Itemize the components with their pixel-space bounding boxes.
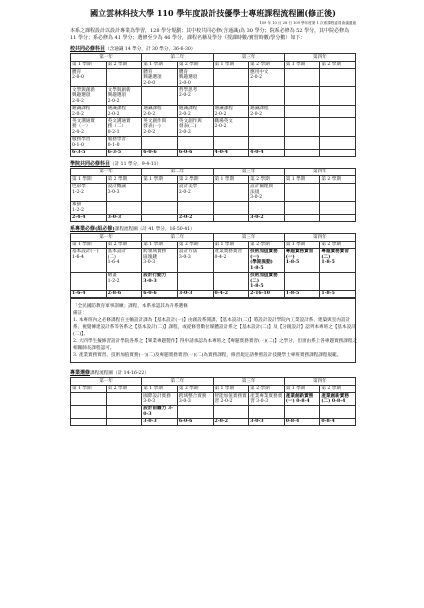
course-cell xyxy=(106,393,142,406)
semester-header: 第 1 學期 xyxy=(71,61,107,68)
course-cell: 服務學習 0-1-0 xyxy=(106,136,142,149)
course-cell xyxy=(142,136,178,149)
intro-paragraph: 本系之課程設計以設計專業為學習，128 學分規劃；其中校共同必修(含通識)為 30 學分；院系必修為 52 學分，其中院必修為 11 學分；系必修為 41 學分；選修至少為 46 學分，課程名稱及學分（授課時數/實習時數/學分數）如下： xyxy=(70,28,350,42)
semester-header: 第 1 學期 xyxy=(213,385,249,392)
table-row xyxy=(71,183,356,201)
credit-total-cell: 6-3-5 xyxy=(71,149,107,156)
course-cell xyxy=(284,405,320,418)
total-row xyxy=(71,290,356,297)
course-cell xyxy=(142,201,178,214)
course-cell xyxy=(249,118,285,136)
course-cell xyxy=(249,87,285,105)
year-header: 第四年 xyxy=(284,234,355,241)
approval-note: 109 年 10 月 28 日 109 學年度第 1 次系課程委員會議通過 xyxy=(259,21,356,25)
semester-header: 第 1 學期 xyxy=(284,176,320,183)
year-header: 第三年 xyxy=(213,54,284,61)
college-required-table xyxy=(70,168,356,222)
year-header: 第三年 xyxy=(213,234,284,241)
credit-total-cell: 0-8-4 xyxy=(320,418,356,425)
course-cell xyxy=(177,201,213,214)
table-row xyxy=(71,136,356,149)
table-row xyxy=(71,248,356,272)
course-cell: 設計行動力 3-0-3 xyxy=(142,272,178,290)
credit-total-cell: 4-0-4 xyxy=(249,149,285,156)
credit-total-cell xyxy=(320,149,356,156)
semester-header: 第 1 學期 xyxy=(142,241,178,248)
credit-total-cell xyxy=(71,418,107,425)
course-cell xyxy=(177,272,213,290)
course-cell xyxy=(320,272,356,290)
year-header: 第四年 xyxy=(284,378,355,385)
course-cell xyxy=(106,69,142,87)
table-row xyxy=(71,201,356,214)
course-cell: 通識課程 2-0-2 xyxy=(249,105,285,118)
semester-header: 第 2 學期 xyxy=(320,241,356,248)
semester-header: 第 1 學期 xyxy=(284,241,320,248)
semester-header: 第 2 學期 xyxy=(106,385,142,392)
semester-header: 第 2 學期 xyxy=(106,241,142,248)
year-header: 第四年 xyxy=(284,54,355,61)
course-cell xyxy=(284,183,320,201)
course-cell: 應用中文 2-0-2 xyxy=(249,69,285,87)
credit-total-cell: 2-0-2 xyxy=(213,418,249,425)
credit-total-cell: 6-3-5 xyxy=(106,149,142,156)
course-cell xyxy=(249,136,285,149)
table-row xyxy=(71,87,356,105)
course-cell xyxy=(320,87,356,105)
course-cell: 智能加值實務實習 2-0-2 xyxy=(214,393,247,404)
credit-total-cell xyxy=(106,418,142,425)
credit-total-cell: 1-8-5 xyxy=(320,290,356,297)
course-cell: 英文創作與 發表(一) 2-0-2 xyxy=(142,118,178,136)
table-row xyxy=(71,272,356,290)
course-cell xyxy=(320,118,356,136)
credit-total-cell xyxy=(213,214,249,221)
table-row xyxy=(71,105,356,118)
course-cell: 通識課程 2-0-2 xyxy=(106,105,142,118)
total-row xyxy=(71,214,356,221)
credit-total-cell: 0-4-2 xyxy=(213,290,249,297)
course-cell: 通識課程 2-0-2 xyxy=(142,105,178,118)
year-header: 第四年 xyxy=(284,168,355,175)
course-cell xyxy=(142,183,178,201)
semester-header: 第 2 學期 xyxy=(106,176,142,183)
semester-header: 第 1 學期 xyxy=(71,241,107,248)
course-cell: 色彩學 1-2-2 xyxy=(71,183,107,201)
notes-box xyxy=(70,298,356,363)
table-row xyxy=(71,69,356,87)
year-header: 第三年 xyxy=(213,378,284,385)
course-cell xyxy=(284,118,320,136)
course-cell: 技術加值實務(一) (學期異動) 1-8-5 xyxy=(249,248,285,272)
credit-total-cell: 1-6-4 xyxy=(71,290,107,297)
course-cell xyxy=(71,272,107,290)
course-cell xyxy=(284,69,320,87)
semester-header: 第 2 學期 xyxy=(177,176,213,183)
course-cell: 產業創新實務(二) 0-8-4 xyxy=(320,393,356,406)
course-cell: 英文創作與 發表(二) 2-0-2 xyxy=(177,118,213,136)
course-cell: 設計美學 2-0-2 xyxy=(177,183,213,201)
course-cell: 專題實務實習(二) 1-8-5 xyxy=(320,248,356,272)
year-header: 第二年 xyxy=(142,378,213,385)
section-title-electives: 專業選修課程流程圖（計 14-16-22） xyxy=(70,370,149,377)
semester-header: 第 2 學期 xyxy=(177,241,213,248)
section-title-dept-required: 系專業必修(組必修)課程流程圖（計 41 學分，16-50-41） xyxy=(70,226,195,233)
course-cell xyxy=(320,201,356,214)
electives-table xyxy=(70,377,356,426)
course-cell xyxy=(249,201,285,214)
total-row xyxy=(71,418,356,425)
credit-total-cell: 2-16-10 xyxy=(249,290,285,297)
course-cell xyxy=(213,69,249,87)
document-page xyxy=(0,8,424,608)
credit-total-cell: 3-0-3 xyxy=(142,418,178,425)
credit-total-cell: 2-0-2 xyxy=(177,214,213,221)
semester-header: 第 1 學期 xyxy=(71,176,107,183)
course-cell xyxy=(320,136,356,149)
course-cell xyxy=(320,69,356,87)
total-row xyxy=(71,149,356,156)
course-cell: 設計概論 3-0-3 xyxy=(106,183,142,201)
course-cell: 哲學思考 2-0-2 xyxy=(177,87,213,105)
course-cell: 設計前瞻力 3-0-3 xyxy=(142,405,178,418)
credit-total-cell xyxy=(284,214,320,221)
course-cell: 基本設計(一) 1-6-4 xyxy=(71,248,107,272)
course-cell: 設計方法 3-0-3 xyxy=(177,248,213,272)
course-cell: 基本設計 (二) 1-6-4 xyxy=(106,248,142,272)
semester-header: 第 1 學期 xyxy=(284,61,320,68)
course-cell xyxy=(249,405,285,418)
note-quote: 「全民國防教育軍事訓練」課程，本系承認其為升系選修 xyxy=(73,304,188,310)
course-cell: 英文溝通實 務（一） 2-0-2 xyxy=(71,118,107,136)
course-cell xyxy=(284,272,320,290)
semester-header: 第 1 學期 xyxy=(213,241,249,248)
year-header: 第一年 xyxy=(71,378,142,385)
semester-header: 第 2 學期 xyxy=(320,385,356,392)
credit-total-cell xyxy=(284,149,320,156)
course-cell: 國際設計實務 3-0-3 xyxy=(142,393,178,406)
section-title-college-required: 學院共同必修科目（計 11 學分，9-4-11） xyxy=(70,160,162,167)
semester-header: 第 1 學期 xyxy=(284,385,320,392)
note-item: 2. 大四學生擬修習設計學院各系之【畢業專題製作】得申請承認為本專班之【專題實務實習(一)(二)】之學分，但須由系上各專題實務課程之相關師長課程認可。 xyxy=(73,339,358,352)
semester-header: 第 1 學期 xyxy=(213,61,249,68)
note-item: 3. 產業實務實習、技術加值實務(一)(二)及專題實務實習(一)(二)為實務課程，修習規定請參照設計技優學士專班實務課程課程規範。 xyxy=(73,353,342,359)
note-label: 備註： xyxy=(73,311,87,317)
course-cell: 英文溝通實 務（二） 0-2-1 xyxy=(106,118,142,136)
course-cell: 服務學習 0-1-0 xyxy=(71,136,107,149)
semester-header: 第 2 學期 xyxy=(249,385,285,392)
semester-header: 第 2 學期 xyxy=(249,241,285,248)
year-header: 第一年 xyxy=(71,234,142,241)
course-cell xyxy=(106,405,142,418)
year-header: 第二年 xyxy=(142,168,213,175)
credit-total-cell: 6-0-6 xyxy=(177,149,213,156)
course-cell xyxy=(320,105,356,118)
table-row xyxy=(71,393,356,406)
semester-header: 第 1 學期 xyxy=(71,385,107,392)
year-header: 第一年 xyxy=(71,54,142,61)
semester-header: 第 2 學期 xyxy=(177,61,213,68)
course-cell xyxy=(213,272,249,290)
course-cell xyxy=(213,201,249,214)
course-cell xyxy=(142,87,178,105)
semester-header: 第 2 學期 xyxy=(320,176,356,183)
dept-required-table xyxy=(70,233,356,298)
course-cell xyxy=(284,201,320,214)
note-item: 1. 本專班內之必修課程在主軸設計課為【基本設計(一)】由創設系開課，【基本設計(二)】將設計設計學院內工業設計系、建築與室內設計系、視覺傳達設計系等各系之【基本設計(二)】課程，或從修習數位媒體設計系之【基本設計(二)】及【分鏡設計】認列本專班之【基本設計(二)】。 xyxy=(73,318,356,338)
course-cell: 產業創新實務(一) 0-8-4 xyxy=(284,393,320,406)
course-cell xyxy=(284,136,320,149)
course-cell xyxy=(284,105,320,118)
credit-total-cell: 3-0-3 xyxy=(106,214,142,221)
semester-header: 第 1 學期 xyxy=(142,61,178,68)
course-cell: 專題實務實習(一) 1-8-5 xyxy=(284,248,320,272)
semester-header: 第 1 學期 xyxy=(142,176,178,183)
school-required-table xyxy=(70,53,356,157)
course-cell xyxy=(213,405,249,418)
credit-total-cell: 3-0-3 xyxy=(177,290,213,297)
course-cell: 跨域整合實務 3-0-3 xyxy=(177,393,213,406)
course-cell: 跨領域實務 區塊鏈 3-0-3 xyxy=(142,248,178,272)
course-cell xyxy=(320,405,356,418)
course-cell: 設計倫理與 法規 3-0-2 xyxy=(249,183,285,201)
course-cell xyxy=(213,136,249,149)
course-cell xyxy=(213,87,249,105)
section-title-school-required: 校共同必修科目（含通識 14 學分，計 30 學分，36-6-30） xyxy=(70,46,196,53)
course-cell: 技術加值實務(二) 1-8-5 xyxy=(249,272,285,290)
credit-total-cell: 4-0-4 xyxy=(213,149,249,156)
course-cell xyxy=(177,405,213,418)
course-cell xyxy=(213,183,249,201)
table-row xyxy=(71,405,356,418)
semester-header: 第 2 學期 xyxy=(106,61,142,68)
table-row xyxy=(71,118,356,136)
course-cell: 繪畫 1-2-2 xyxy=(106,272,142,290)
semester-header: 第 1 學期 xyxy=(213,176,249,183)
course-cell: 通識課程 2-0-2 xyxy=(177,105,213,118)
year-header: 第三年 xyxy=(213,168,284,175)
course-cell: 體育 2-0-0 xyxy=(71,69,107,87)
course-cell: 通識課程 2-0-2 xyxy=(71,105,107,118)
semester-header: 第 2 學期 xyxy=(249,61,285,68)
course-cell xyxy=(71,393,107,406)
document-title: 國立雲林科技大學 110 學年度設計技優學士專班課程流程圖(修正後) xyxy=(90,8,336,18)
course-cell: 產業實務實習 0-4-2 xyxy=(213,248,249,272)
course-cell: 素描 1-2-2 xyxy=(71,201,107,214)
course-cell: 通識課程 2-0-2 xyxy=(213,105,249,118)
course-cell: 體育 興趣選項 2-0-0 xyxy=(177,69,213,87)
credit-total-cell: 1-8-5 xyxy=(284,290,320,297)
course-cell xyxy=(284,87,320,105)
credit-total-cell xyxy=(142,214,178,221)
year-header: 第二年 xyxy=(142,54,213,61)
semester-header: 第 2 學期 xyxy=(320,61,356,68)
course-cell: 體育 興趣選項 2-0-0 xyxy=(142,69,178,87)
credit-total-cell: 2-8-6 xyxy=(106,290,142,297)
credit-total-cell: 6-0-6 xyxy=(142,290,178,297)
course-cell xyxy=(320,183,356,201)
credit-total-cell: 3-0-2 xyxy=(249,214,285,221)
course-cell xyxy=(71,405,107,418)
course-cell xyxy=(177,136,213,149)
semester-header: 第 1 學期 xyxy=(142,385,178,392)
credit-total-cell xyxy=(320,214,356,221)
credit-total-cell: 6-0-6 xyxy=(142,149,178,156)
year-header: 第二年 xyxy=(142,234,213,241)
semester-header: 第 2 學期 xyxy=(177,385,213,392)
credit-total-cell: 6-0-6 xyxy=(177,418,213,425)
course-cell xyxy=(106,201,142,214)
semester-header: 第 2 學期 xyxy=(249,176,285,183)
course-cell: 文學與創新 興趣選項 2-0-2 xyxy=(71,87,107,105)
year-header: 第一年 xyxy=(71,168,142,175)
course-cell: 職場英文 2-0-2 xyxy=(213,118,249,136)
credit-total-cell: 2-4-4 xyxy=(71,214,107,221)
credit-total-cell: 0-8-4 xyxy=(284,418,320,425)
credit-total-cell: 3-0-3 xyxy=(249,418,285,425)
course-cell: 產業專業實務實習 3-0-3 xyxy=(250,393,283,404)
course-cell: 文學與創新 興趣選項 2-0-2 xyxy=(106,87,142,105)
